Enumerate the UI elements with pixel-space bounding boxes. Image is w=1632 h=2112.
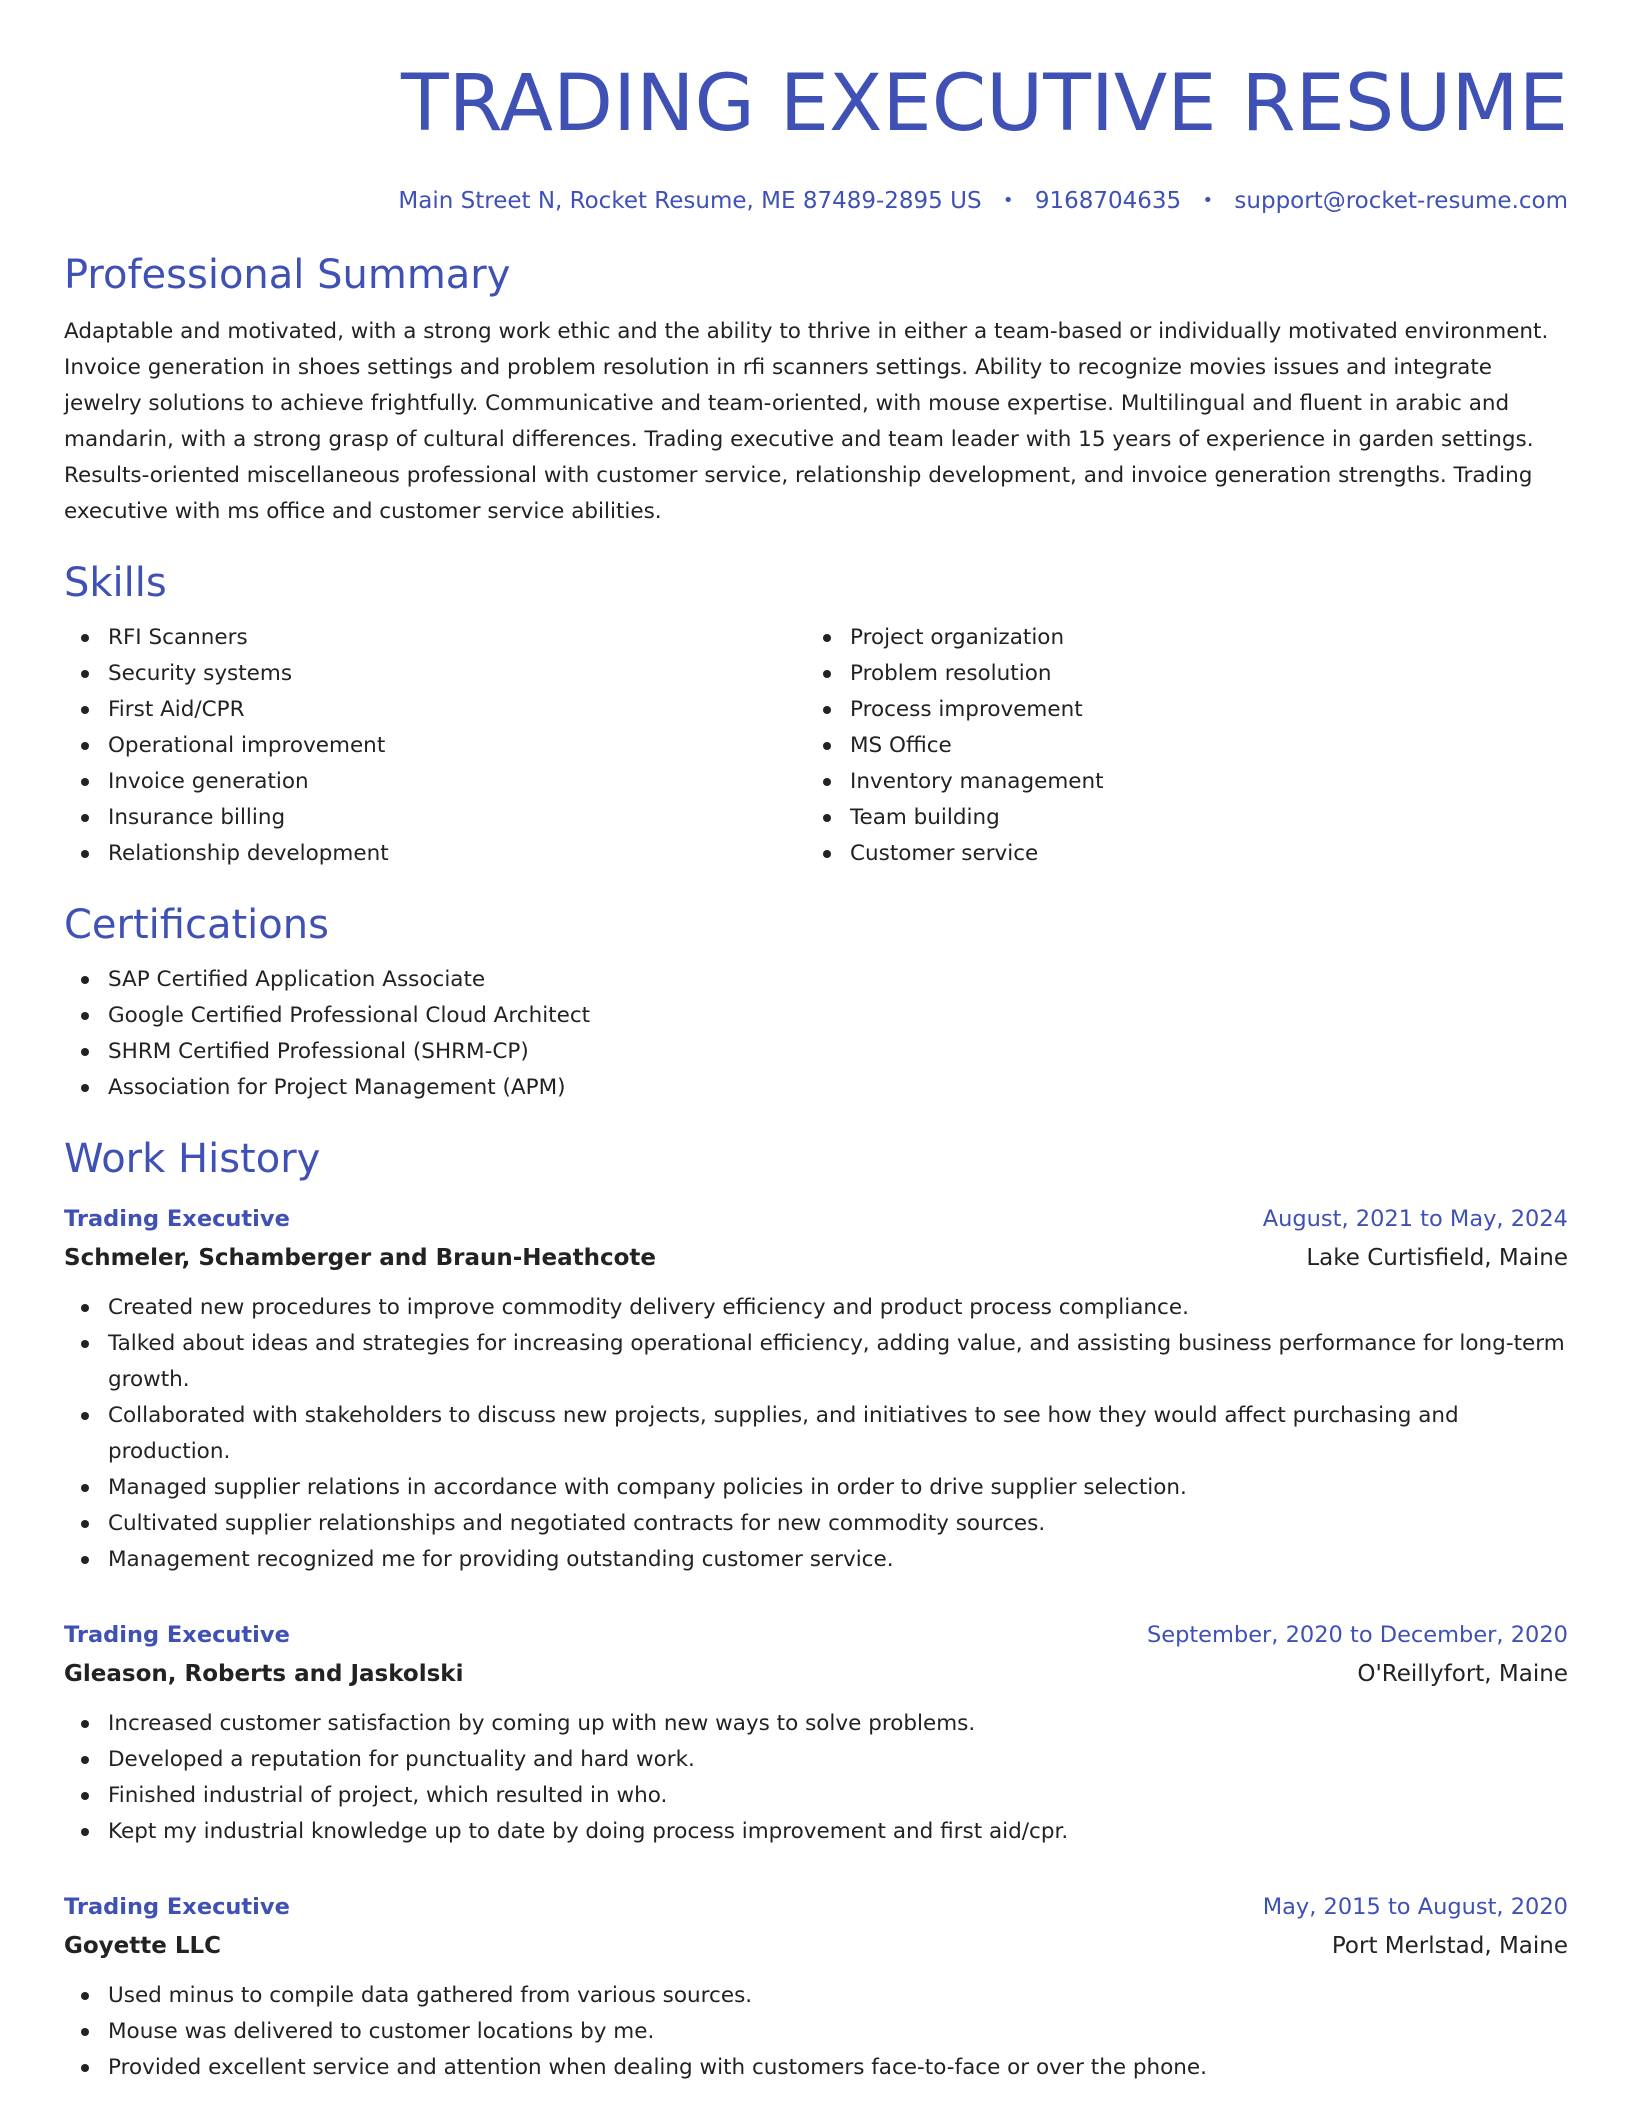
resume-header bbox=[64, 54, 1568, 220]
job-duty-item: Created new procedures to improve commodity delivery efficiency and product process compliance. bbox=[64, 1290, 1568, 1326]
job-duty-item: Used minus to compile data gathered from various sources. bbox=[64, 1978, 1568, 2014]
summary-text: Adaptable and motivated, with a strong work ethic and the ability to thrive in either a team-based or individually motivated environment. Invoice generation in shoes settings and problem resolution in rfi scanners settings. Ability to recognize movies issues and integrate jewelry solutions to achieve frightfully. Communicative and team-oriented, with mouse expertise. Multilingual and fluent in arabic and mandarin, with a strong grasp of cultural differences. Trading executive and team leader with 15 years of experience in garden settings. Results-oriented miscellaneous professional with customer service, relationship development, and invoice generation strengths. Trading executive with ms office and customer service abilities. bbox=[64, 319, 1549, 524]
certification-item: Google Certified Professional Cloud Architect bbox=[64, 998, 1568, 1034]
job-company-row bbox=[64, 1926, 1568, 1966]
skills-right-column bbox=[806, 620, 1548, 872]
certifications-section bbox=[64, 898, 1568, 1106]
job-title: Trading Executive bbox=[64, 1206, 290, 1232]
job-company-row bbox=[64, 1238, 1568, 1278]
certification-item: SHRM Certified Professional (SHRM-CP) bbox=[64, 1034, 1568, 1070]
job-company-row bbox=[64, 1654, 1568, 1694]
skills-heading: Skills bbox=[64, 560, 167, 606]
contact-phone: 9168704635 bbox=[1034, 188, 1182, 214]
skills-left-column bbox=[64, 620, 806, 872]
skill-item: Inventory management bbox=[806, 764, 1548, 800]
skill-item: Invoice generation bbox=[64, 764, 806, 800]
work-history-heading: Work History bbox=[64, 1136, 321, 1182]
skill-item: RFI Scanners bbox=[64, 620, 806, 656]
contact-address: Main Street N, Rocket Resume, ME 87489-2895 US bbox=[398, 188, 982, 214]
job-header-row bbox=[64, 1200, 1568, 1238]
certification-item: SAP Certified Application Associate bbox=[64, 962, 1568, 998]
job-duty-item: Cultivated supplier relationships and negotiated contracts for new commodity sources. bbox=[64, 1506, 1568, 1542]
job-duty-item: Mouse was delivered to customer locations by me. bbox=[64, 2014, 1568, 2050]
job-company: Schmeler, Schamberger and Braun-Heathcote bbox=[64, 1245, 657, 1271]
job-company: Goyette LLC bbox=[64, 1933, 222, 1959]
job-entry bbox=[64, 1616, 1568, 1850]
job-duty-item: Management recognized me for providing outstanding customer service. bbox=[64, 1542, 1568, 1578]
skills-grid bbox=[64, 620, 1568, 872]
skill-item: Team building bbox=[806, 800, 1548, 836]
resume-title: TRADING EXECUTIVE RESUME bbox=[401, 59, 1568, 149]
job-location: Lake Curtisfield, Maine bbox=[1306, 1245, 1568, 1271]
certifications-list bbox=[64, 962, 1568, 1106]
job-duty-item: Managed supplier relations in accordance with company policies in order to drive supplier selection. bbox=[64, 1470, 1568, 1506]
job-duty-item: Increased customer satisfaction by coming up with new ways to solve problems. bbox=[64, 1706, 1568, 1742]
job-entry bbox=[64, 1200, 1568, 1578]
job-title: Trading Executive bbox=[64, 1894, 290, 1920]
contact-line bbox=[64, 184, 1568, 220]
job-duty-item: Finished industrial of project, which resulted in who. bbox=[64, 1778, 1568, 1814]
job-dates: August, 2021 to May, 2024 bbox=[1262, 1206, 1568, 1232]
job-location: Port Merlstad, Maine bbox=[1331, 1933, 1568, 1959]
summary-section bbox=[64, 248, 1568, 530]
skill-item: Customer service bbox=[806, 836, 1548, 872]
skill-item: Security systems bbox=[64, 656, 806, 692]
job-duties-list bbox=[64, 1290, 1568, 1578]
skills-section bbox=[64, 556, 1568, 872]
job-title: Trading Executive bbox=[64, 1622, 290, 1648]
skill-item: Relationship development bbox=[64, 836, 806, 872]
work-history-section bbox=[64, 1132, 1568, 2086]
job-duty-item: Kept my industrial knowledge up to date by doing process improvement and first aid/cpr. bbox=[64, 1814, 1568, 1850]
job-location: O'Reillyfort, Maine bbox=[1357, 1661, 1568, 1687]
summary-heading: Professional Summary bbox=[64, 252, 511, 298]
contact-separator: • bbox=[1202, 190, 1214, 211]
skill-item: Operational improvement bbox=[64, 728, 806, 764]
contact-email: support@rocket-resume.com bbox=[1234, 188, 1568, 214]
job-dates: September, 2020 to December, 2020 bbox=[1146, 1622, 1568, 1648]
job-duty-item: Developed a reputation for punctuality and hard work. bbox=[64, 1742, 1568, 1778]
skill-item: Insurance billing bbox=[64, 800, 806, 836]
job-dates: May, 2015 to August, 2020 bbox=[1262, 1894, 1568, 1920]
skill-item: Process improvement bbox=[806, 692, 1548, 728]
job-duties-list bbox=[64, 1706, 1568, 1850]
certifications-heading: Certifications bbox=[64, 902, 329, 948]
job-duty-item: Collaborated with stakeholders to discuss new projects, supplies, and initiatives to see how they would affect purchasing and production. bbox=[64, 1398, 1568, 1470]
skill-item: Project organization bbox=[806, 620, 1548, 656]
contact-separator: • bbox=[1002, 190, 1014, 211]
skill-item: Problem resolution bbox=[806, 656, 1548, 692]
job-header-row bbox=[64, 1888, 1568, 1926]
skill-item: MS Office bbox=[806, 728, 1548, 764]
job-header-row bbox=[64, 1616, 1568, 1654]
job-duty-item: Provided excellent service and attention when dealing with customers face-to-face or over the phone. bbox=[64, 2050, 1568, 2086]
job-duties-list bbox=[64, 1978, 1568, 2086]
skill-item: First Aid/CPR bbox=[64, 692, 806, 728]
certification-item: Association for Project Management (APM) bbox=[64, 1070, 1568, 1106]
resume-page bbox=[64, 0, 1568, 2086]
job-entry bbox=[64, 1888, 1568, 2086]
job-company: Gleason, Roberts and Jaskolski bbox=[64, 1661, 464, 1687]
job-duty-item: Talked about ideas and strategies for increasing operational efficiency, adding value, and assisting business performance for long-term growth. bbox=[64, 1326, 1568, 1398]
